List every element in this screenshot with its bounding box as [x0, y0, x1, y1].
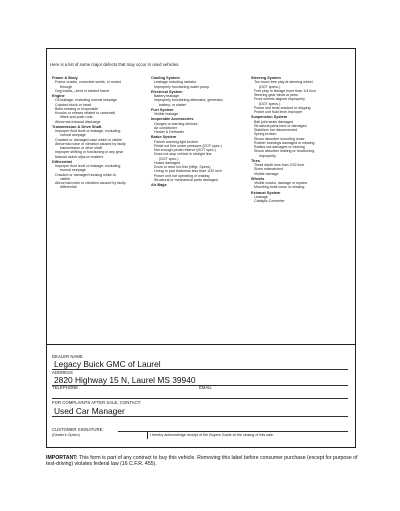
defect-item: Free play in linkage more than 1/4 inch [254, 88, 316, 93]
defect-category-heading: Engine [52, 94, 65, 98]
defect-item: (DOT spec.) [159, 156, 179, 161]
defect-item: Stabilizer bar disconnected [254, 128, 298, 132]
defect-item: Visible cracks, damage or repairs [254, 181, 308, 185]
defect-item: Pedal not firm under pressure (DOT spec.) [154, 143, 222, 148]
bottom-rule [46, 447, 356, 448]
signature-line [118, 431, 348, 432]
defect-item: Belts missing or inoperable [55, 106, 99, 111]
right-border [355, 48, 356, 448]
defects-column-3 [251, 75, 355, 203]
defect-item: Shock absorber mounting loose [254, 136, 305, 141]
defect-item: Catalytic Converter [254, 199, 285, 203]
defect-item: (DOT specs.) [259, 101, 281, 106]
defect-item: Visible leakage [154, 112, 179, 116]
defect-item: Leakage [254, 194, 268, 199]
defect-item: normal seepage [60, 168, 86, 173]
defect-item: Structural or mechanical parts damaged [154, 177, 218, 182]
defect-item: Improper shifting or functioning in any gear [55, 150, 124, 155]
defect-item: Abnormal noise or vibration caused by faulty [55, 141, 126, 146]
top-rule [46, 48, 356, 49]
divider-thick [46, 344, 356, 345]
important-lead: IMPORTANT: [46, 455, 78, 461]
defect-item: Visible damage [254, 171, 279, 176]
email-label: EMAIL [199, 385, 212, 390]
defect-item: Front wheels aligned improperly [254, 97, 305, 102]
defect-item: Improperly functioning water pump [154, 84, 210, 89]
defect-item: normal seepage [60, 133, 86, 138]
defect-item: Improper fluid level or leakage, excluding [55, 129, 121, 133]
defect-category-heading: Exhaust System [251, 190, 281, 195]
defect-item: Too much free play at steering wheel [254, 80, 313, 85]
defect-item: Tread depth less than 2/32 inch [254, 163, 305, 167]
defect-category-heading: Cooling System [151, 76, 180, 80]
defect-item: Frame-cracks, corrective welds, or rusted [55, 80, 121, 85]
defect-category-heading: Transmission & Drive Shaft [52, 124, 102, 129]
dealer-name-value: Legacy Buick GMC of Laurel [54, 359, 161, 369]
defect-item: Cracked or damaged housing which is [55, 172, 116, 177]
complaints-top-line [52, 398, 348, 399]
defect-category-heading: Fuel System [151, 107, 174, 112]
important-text: This form is part of any contract to buy this vehicle. Removing this label before consumer purchase (except for purpose of test-driving) violates federal law (16 C.F.R. 455). [46, 455, 358, 468]
defect-item: differential [60, 185, 77, 190]
telephone-label: TELEPHONE [52, 385, 79, 390]
address-value: 2820 Highway 15 N, Laurel MS 39940 [54, 375, 196, 385]
complaints-line [52, 416, 348, 417]
defect-item: Battery leakage [154, 94, 179, 98]
complaints-value: Used Car Manager [54, 406, 125, 416]
defect-item: Knocks or misses related to camshaft [55, 111, 115, 115]
dealer-name-label: DEALER NAME [52, 354, 83, 359]
defect-category-heading: Electrical System [151, 89, 183, 94]
defect-item: Rubber bushings damaged or missing [254, 140, 315, 145]
defect-category-heading: Brake System [151, 135, 177, 140]
defect-item: Gauges or warning devices [154, 121, 198, 126]
defect-item: Improper fluid level or leakage, excluding [55, 164, 121, 168]
defect-item: Dog tracks—bent or twisted frame [55, 88, 110, 93]
defects-column-1 [52, 75, 148, 190]
intro-text: Here is a list of some major defects that may occur in used vehicles. [50, 62, 180, 67]
defect-item: Structural parts bent or damaged [254, 123, 307, 128]
defect-item: Improperly functioning alternator, generator, [154, 98, 224, 103]
defect-item: Abnormal exhaust discharge [55, 119, 101, 124]
defect-item: Air conditioner [154, 125, 177, 130]
defect-item: through [60, 84, 73, 89]
address-label: ADDRESS [52, 370, 73, 375]
defect-item: Hoses damaged [154, 160, 181, 165]
defects-column-2 [151, 75, 247, 187]
defect-item: battery, or starter [159, 102, 187, 107]
complaints-label: FOR COMPLAINTS AFTER SALE, CONTACT: [52, 400, 141, 405]
defect-item: visible [60, 176, 70, 181]
signature-label: CUSTOMER SIGNATURE: [52, 427, 104, 432]
acknowledge-text: I hereby acknowledge receipt of the Buyers Guide at the closing of this sale. [150, 433, 275, 437]
defect-item: Shock absorber leaking or functioning [254, 149, 315, 154]
defect-category-heading: Air Bags [151, 183, 167, 187]
defect-item: Steering gear binds or jams [254, 93, 298, 97]
left-border [46, 48, 47, 448]
defect-item: Cracked or damaged case which is visible [55, 137, 122, 142]
defect-item: Radius rod damaged or missing [254, 145, 305, 149]
defect-item: Does not stop vehicle in straight line [154, 152, 212, 157]
defect-item: Cracked block or head [55, 102, 91, 107]
defect-item: transmission or drive shaft [60, 146, 102, 150]
defect-category-heading: Steering System [251, 76, 281, 80]
defect-item: Lining or pad thickness less than 1/32 inch [154, 169, 222, 174]
signature-sublabel: (Dealer's Option) [52, 433, 80, 437]
defect-item: Power unit not operating or leaking [154, 173, 210, 178]
defect-item: lifters and push rods [60, 115, 93, 120]
defect-item: Manual clutch slips or chatters [55, 154, 104, 159]
important-notice [46, 455, 368, 468]
defect-category-heading: Inoperable Accessories [151, 117, 194, 122]
defect-item: Ball joint seals damaged [254, 119, 293, 124]
defect-item: Mounting bolts loose or missing [254, 185, 305, 190]
defect-item: Spring broken [254, 132, 277, 137]
defect-category-heading: Differential [52, 159, 72, 164]
defect-item: Power unit fluid level improper [254, 110, 303, 114]
defect-item: Drum or rotor too thin (Mfgr. Specs) [154, 165, 211, 169]
defect-item: Sizes mismatched [254, 167, 284, 172]
defect-item: improperly [259, 153, 276, 158]
ack-divider [147, 432, 148, 439]
defect-item: Oil leakage, excluding normal seepage [55, 98, 117, 103]
defect-item: Heater & Defroster [154, 130, 184, 134]
defect-category-heading: Frame & Body [52, 76, 78, 80]
dealer-name-line [52, 369, 348, 370]
defect-item: Failure warning light broken [154, 139, 199, 144]
defect-item: Not enough pedal reserve (DOT spec.) [154, 148, 216, 152]
defect-item: Abnormal noise or vibration caused by faulty [55, 181, 126, 185]
defect-category-heading: Wheels [251, 176, 265, 181]
defect-category-heading: Tires [251, 158, 261, 163]
defect-item: (DOT specs.) [259, 84, 281, 89]
defect-category-heading: Suspension System [251, 115, 288, 120]
defect-item: Power unit belts cracked or slipping [254, 105, 311, 110]
defect-item: Leakage including radiator [154, 80, 197, 85]
